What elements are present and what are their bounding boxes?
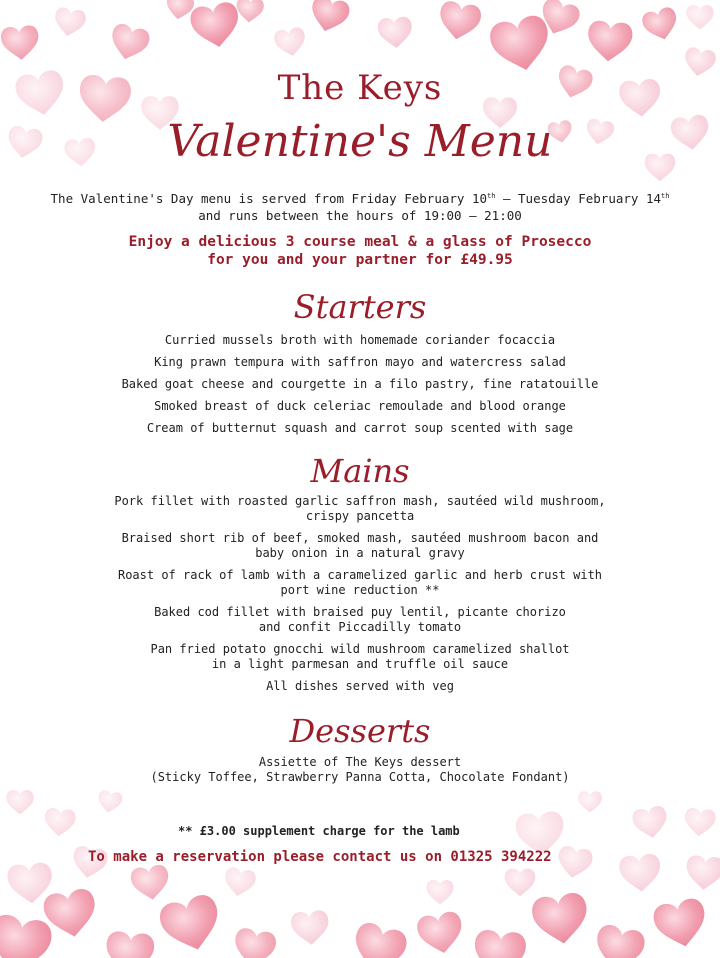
intro-line-1-b: – Tuesday February 14 (495, 191, 662, 207)
supplement-note: ** £3.00 supplement charge for the lamb (178, 824, 460, 838)
starters-heading: Starters (293, 288, 427, 326)
main-item-line: baby onion in a natural gravy (255, 546, 465, 560)
starter-item: King prawn tempura with saffron mayo and watercress salad (154, 355, 566, 369)
mains-note: All dishes served with veg (266, 679, 454, 693)
main-item (0, 531, 720, 561)
starter-item: Baked goat cheese and courgette in a filo pastry, fine ratatouille (121, 377, 599, 391)
intro-line-2: and runs between the hours of 19:00 – 21:00 (198, 208, 522, 224)
desserts-heading: Desserts (289, 712, 431, 750)
page-title: Valentine's Menu (167, 116, 553, 167)
main-item (0, 605, 720, 635)
main-item (0, 642, 720, 672)
main-item (0, 568, 720, 598)
offer-text (0, 233, 720, 269)
intro-line-1-a: The Valentine's Day menu is served from Friday February 10 (50, 191, 488, 207)
main-item-line: port wine reduction ** (280, 583, 440, 597)
starter-item: Curried mussels broth with homemade coriander focaccia (164, 333, 556, 347)
main-item-line: Pork fillet with roasted garlic saffron mash, sautéed wild mushroom, (114, 494, 606, 508)
dessert-item (0, 755, 720, 785)
main-item-line: Roast of rack of lamb with a caramelized garlic and herb crust with (117, 568, 603, 582)
dessert-line: Assiette of The Keys dessert (258, 755, 462, 769)
intro-line-1 (0, 188, 720, 207)
offer-line-1: Enjoy a delicious 3 course meal & a glass of Prosecco (128, 234, 592, 250)
main-item-line: Pan fried potato gnocchi wild mushroom caramelized shallot (150, 642, 570, 656)
intro-sup-1: th (487, 192, 496, 200)
mains-heading: Mains (310, 452, 410, 490)
starter-item: Smoked breast of duck celeriac remoulade and blood orange (154, 399, 566, 413)
intro-text (0, 188, 720, 224)
dessert-line: (Sticky Toffee, Strawberry Panna Cotta, Chocolate Fondant) (150, 770, 570, 784)
main-item-line: Braised short rib of beef, smoked mash, sautéed mushroom bacon and (121, 531, 599, 545)
main-item-line: crispy pancetta (305, 509, 415, 523)
main-item-line: Baked cod fillet with braised puy lentil, picante chorizo (154, 605, 566, 619)
main-item-line: in a light parmesan and truffle oil sauce (211, 657, 509, 671)
main-item (0, 494, 720, 524)
offer-line-2: for you and your partner for £49.95 (207, 252, 513, 268)
starters-list (0, 333, 720, 443)
starter-item: Cream of butternut squash and carrot soup scented with sage (146, 421, 574, 435)
main-item-line: and confit Piccadilly tomato (258, 620, 462, 634)
desserts-list (0, 755, 720, 792)
intro-sup-2: th (661, 192, 670, 200)
mains-list (0, 494, 720, 701)
brand-name: The Keys (277, 68, 443, 108)
reservation-contact: To make a reservation please contact us on 01325 394222 (88, 849, 552, 865)
